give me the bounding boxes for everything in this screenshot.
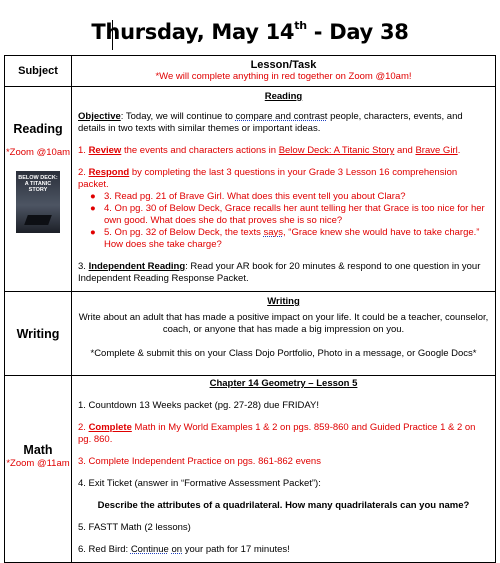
math-item-3: 3. Complete Independent Practice on pgs. 861-862 evens: [78, 456, 321, 467]
writing-prompt: Write about an adult that has made a positive impact on your life. It could be a teacher, counselor, coach, or anyone that has made a big impression on you.: [78, 312, 489, 335]
reading-subject-cell: [5, 87, 72, 292]
book-cover-title: BELOW DECK: A TITANIC STORY: [18, 175, 58, 193]
math-subject-cell: [5, 376, 72, 563]
math-row: [5, 376, 496, 563]
writing-subject: Writing: [16, 326, 60, 341]
reading-item-2: 2. Respond by completing the last 3 questions in your Grade 3 Lesson 16 comprehension packet.: [78, 167, 458, 190]
writing-heading: Writing: [267, 296, 300, 307]
task-header-label: Lesson/Task: [250, 59, 317, 71]
math-heading: Chapter 14 Geometry – Lesson 5: [209, 378, 358, 389]
exit-ticket-question: Describe the attributes of a quadrilateral. How many quadrilaterals can you name?: [97, 500, 470, 511]
ship-silhouette: [24, 215, 52, 225]
reading-task-cell: [72, 87, 496, 292]
math-subject: Math: [23, 443, 53, 457]
reading-zoom: *Zoom @10am: [5, 147, 71, 158]
reading-item-1: 1. Review the events and characters actions in Below Deck: A Titanic Story and Brave Girl.: [78, 145, 461, 156]
reading-objective: Objective: Today, we will continue to compare and contrast people, characters, events, and details in two texts with similar themes or important ideas.: [78, 111, 463, 134]
reading-row: [5, 87, 496, 292]
question-item-3: ● 3. Read pg. 21 of Brave Girl. What does this event tell you about Clara?: [90, 191, 406, 202]
book-cover-image: [16, 171, 60, 233]
reading-item-3: 3. Independent Reading: Read your AR book for 20 minutes & respond to one question in your Independent Reading Response Packet.: [78, 261, 481, 284]
question-list: [78, 191, 489, 251]
lesson-table: [4, 55, 496, 563]
writing-row: [5, 292, 496, 376]
reading-subject: Reading: [13, 122, 63, 136]
compare-contrast-link: compare and contrast: [235, 111, 328, 122]
page-title: Thursday, May 14th - Day 38: [91, 19, 409, 44]
math-item-1: 1. Countdown 13 Weeks packet (pg. 27-28) due FRIDAY!: [78, 400, 319, 411]
writing-subject-cell: [5, 292, 72, 376]
math-zoom: *Zoom @11am: [6, 458, 70, 469]
math-item-6: 6. Red Bird: Continue on your path for 17 minutes!: [78, 544, 290, 555]
math-item-5: 5. FASTT Math (2 lessons): [78, 522, 191, 533]
writing-task-cell: [72, 292, 496, 376]
math-item-4: 4. Exit Ticket (answer in “Formative Assessment Packet”):: [78, 478, 321, 489]
math-item-2: 2. Complete Math in My World Examples 1 & 2 on pgs. 859-860 and Guided Practice 1 & 2 on pg. 860.: [78, 422, 476, 445]
task-header: [72, 56, 496, 87]
zoom-note: *We will complete anything in red together on Zoom @10am!: [155, 71, 412, 82]
subject-header: Subject: [5, 56, 72, 87]
question-item-5: ● 5. On pg. 32 of Below Deck, the texts says, “Grace knew she would have to take charge.” How does she take charge?: [90, 227, 480, 250]
writing-submit-note: *Complete & submit this on your Class Dojo Portfolio, Photo in a message, or Google Docs*: [90, 348, 477, 359]
question-item-4: ● 4. On pg. 30 of Below Deck, Grace recalls her aunt telling her that Grace is too nice for her own good. What does she do that proves she is so nice?: [90, 203, 485, 226]
math-task-cell: [72, 376, 496, 563]
reading-heading: Reading: [264, 91, 303, 102]
table-header-row: [5, 56, 496, 87]
